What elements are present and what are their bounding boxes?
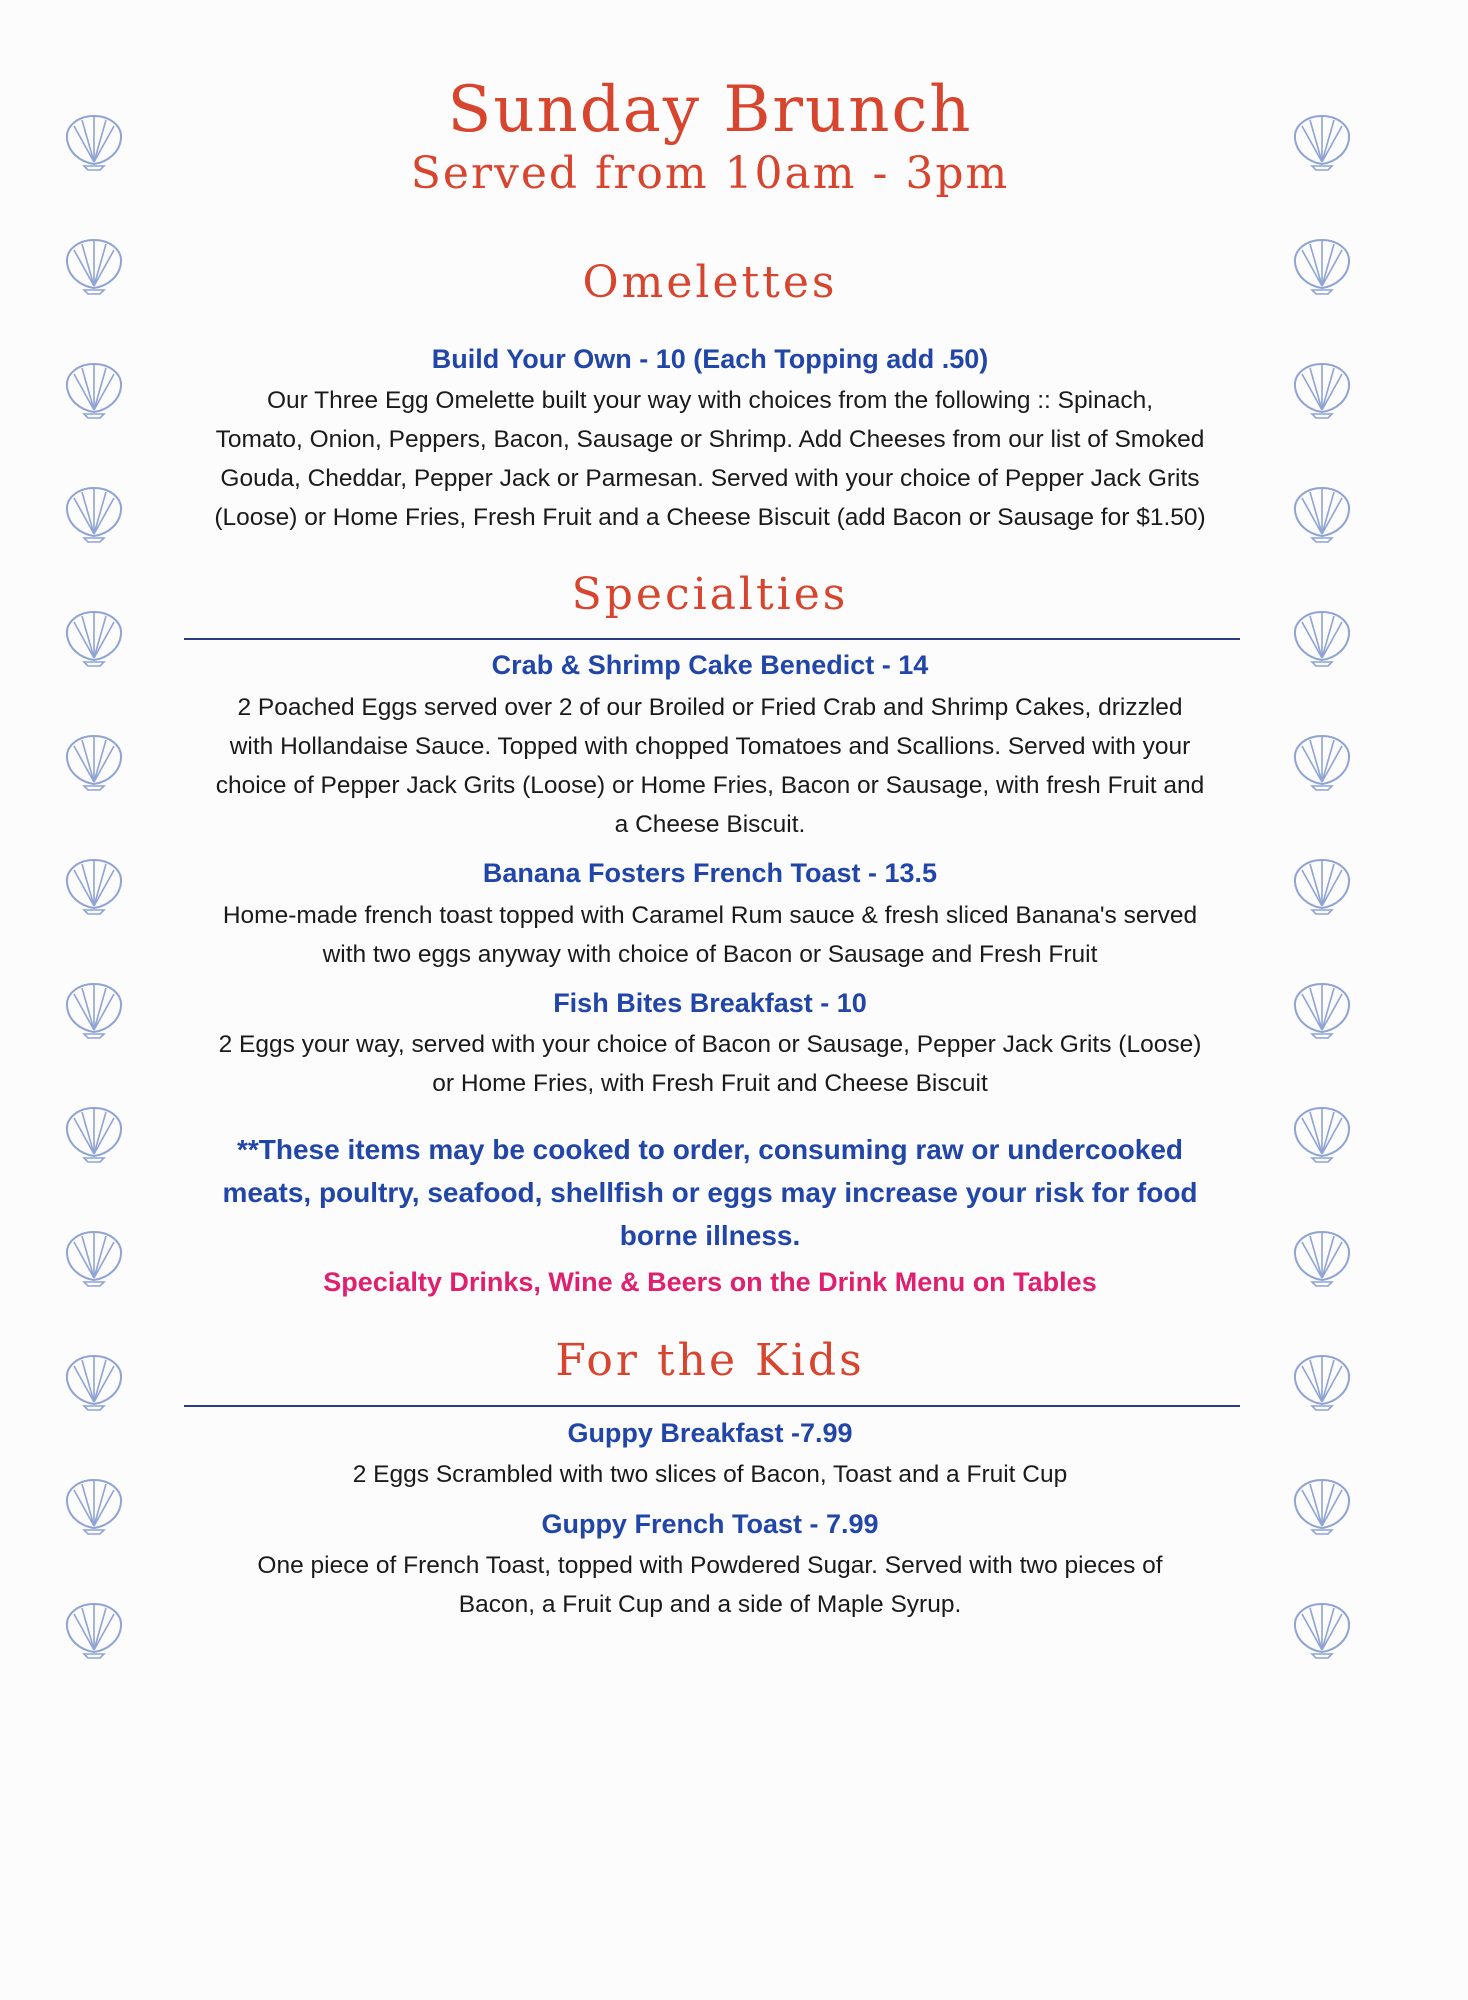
menu-title: Sunday Brunch [447, 73, 973, 147]
desc-line: One piece of French Toast, topped with Powdered Sugar. Served with two pieces of [257, 1552, 1163, 1579]
desc-line: 2 Poached Eggs served over 2 of our Broiled or Fried Crab and Shrimp Cakes, drizzled [237, 694, 1183, 721]
section-heading-omelettes: Omelettes [582, 257, 838, 308]
scallop-shell-icon [1290, 1600, 1354, 1662]
item-desc-fish-bites [180, 1025, 1240, 1103]
notice-line: **These items may be cooked to order, consuming raw or undercooked [236, 1134, 1184, 1165]
desc-line: Our Three Egg Omelette built your way with choices from the following :: Spinach, [266, 387, 1154, 414]
scallop-shell-icon [62, 484, 126, 546]
desc-line: 2 Eggs your way, served with your choice of Bacon or Sausage, Pepper Jack Grits (Loose) [218, 1031, 1202, 1058]
item-desc-guppy-breakfast [180, 1455, 1240, 1494]
kids-divider [184, 1405, 1240, 1407]
scallop-shell-icon [62, 980, 126, 1042]
notice-line: borne illness. [619, 1220, 801, 1251]
desc-line: Gouda, Cheddar, Pepper Jack or Parmesan. Served with your choice of Pepper Jack Grits [220, 465, 1200, 492]
section-heading-specialties: Specialties [571, 569, 849, 620]
food-safety-notice [180, 1128, 1240, 1257]
desc-line: Tomato, Onion, Peppers, Bacon, Sausage or Shrimp. Add Cheeses from our list of Smoked [215, 426, 1205, 453]
item-title-guppy-breakfast: Guppy Breakfast -7.99 [567, 1418, 853, 1448]
scallop-shell-icon [62, 1476, 126, 1538]
scallop-shell-icon [1290, 360, 1354, 422]
desc-line: with two eggs anyway with choice of Bacon or Sausage and Fresh Fruit [322, 941, 1098, 968]
desc-line: Home-made french toast topped with Caramel Rum sauce & fresh sliced Banana's served [222, 902, 1198, 929]
scallop-shell-icon [62, 360, 126, 422]
desc-line: 2 Eggs Scrambled with two slices of Bacon, Toast and a Fruit Cup [352, 1461, 1068, 1488]
scallop-shell-icon [1290, 484, 1354, 546]
item-desc-crab-shrimp-benedict [180, 688, 1240, 844]
menu-hours: Served from 10am - 3pm [410, 148, 1010, 199]
scallop-shell-icon [1290, 980, 1354, 1042]
drinks-note: Specialty Drinks, Wine & Beers on the Drink Menu on Tables [323, 1267, 1097, 1297]
desc-line: (Loose) or Home Fries, Fresh Fruit and a Cheese Biscuit (add Bacon or Sausage for $1.50) [214, 504, 1206, 531]
scallop-shell-icon [62, 1228, 126, 1290]
scallop-shell-icon [1290, 1352, 1354, 1414]
specialties-divider [184, 638, 1240, 640]
scallop-shell-icon [62, 1352, 126, 1414]
desc-line: a Cheese Biscuit. [614, 811, 806, 838]
left-shell-border [62, 0, 142, 2000]
desc-line: or Home Fries, with Fresh Fruit and Cheese Biscuit [432, 1070, 988, 1097]
scallop-shell-icon [62, 236, 126, 298]
scallop-shell-icon [62, 112, 126, 174]
scallop-shell-icon [1290, 1476, 1354, 1538]
item-title-banana-fosters: Banana Fosters French Toast - 13.5 [482, 858, 938, 888]
scallop-shell-icon [62, 732, 126, 794]
scallop-shell-icon [1290, 112, 1354, 174]
desc-line: Bacon, a Fruit Cup and a side of Maple Syrup. [458, 1591, 962, 1618]
scallop-shell-icon [1290, 732, 1354, 794]
item-desc-guppy-french-toast [180, 1546, 1240, 1624]
scallop-shell-icon [1290, 1104, 1354, 1166]
item-title-guppy-french-toast: Guppy French Toast - 7.99 [541, 1509, 879, 1539]
scallop-shell-icon [1290, 236, 1354, 298]
scallop-shell-icon [1290, 856, 1354, 918]
scallop-shell-icon [1290, 608, 1354, 670]
item-title-fish-bites: Fish Bites Breakfast - 10 [553, 988, 867, 1018]
scallop-shell-icon [62, 608, 126, 670]
section-heading-kids: For the Kids [555, 1335, 865, 1386]
item-title-crab-shrimp-benedict: Crab & Shrimp Cake Benedict - 14 [491, 650, 929, 680]
item-desc-banana-fosters [180, 896, 1240, 974]
scallop-shell-icon [62, 1600, 126, 1662]
notice-line: meats, poultry, seafood, shellfish or eggs may increase your risk for food [222, 1177, 1198, 1208]
item-desc-build-your-own [180, 381, 1240, 537]
scallop-shell-icon [1290, 1228, 1354, 1290]
scallop-shell-icon [62, 856, 126, 918]
desc-line: choice of Pepper Jack Grits (Loose) or Home Fries, Bacon or Sausage, with fresh Fruit and [215, 772, 1205, 799]
right-shell-border [1290, 0, 1370, 2000]
item-title-build-your-own: Build Your Own - 10 (Each Topping add .50) [431, 344, 989, 374]
scallop-shell-icon [62, 1104, 126, 1166]
menu-content [180, 0, 1240, 2000]
desc-line: with Hollandaise Sauce. Topped with chopped Tomatoes and Scallions. Served with your [229, 733, 1191, 760]
